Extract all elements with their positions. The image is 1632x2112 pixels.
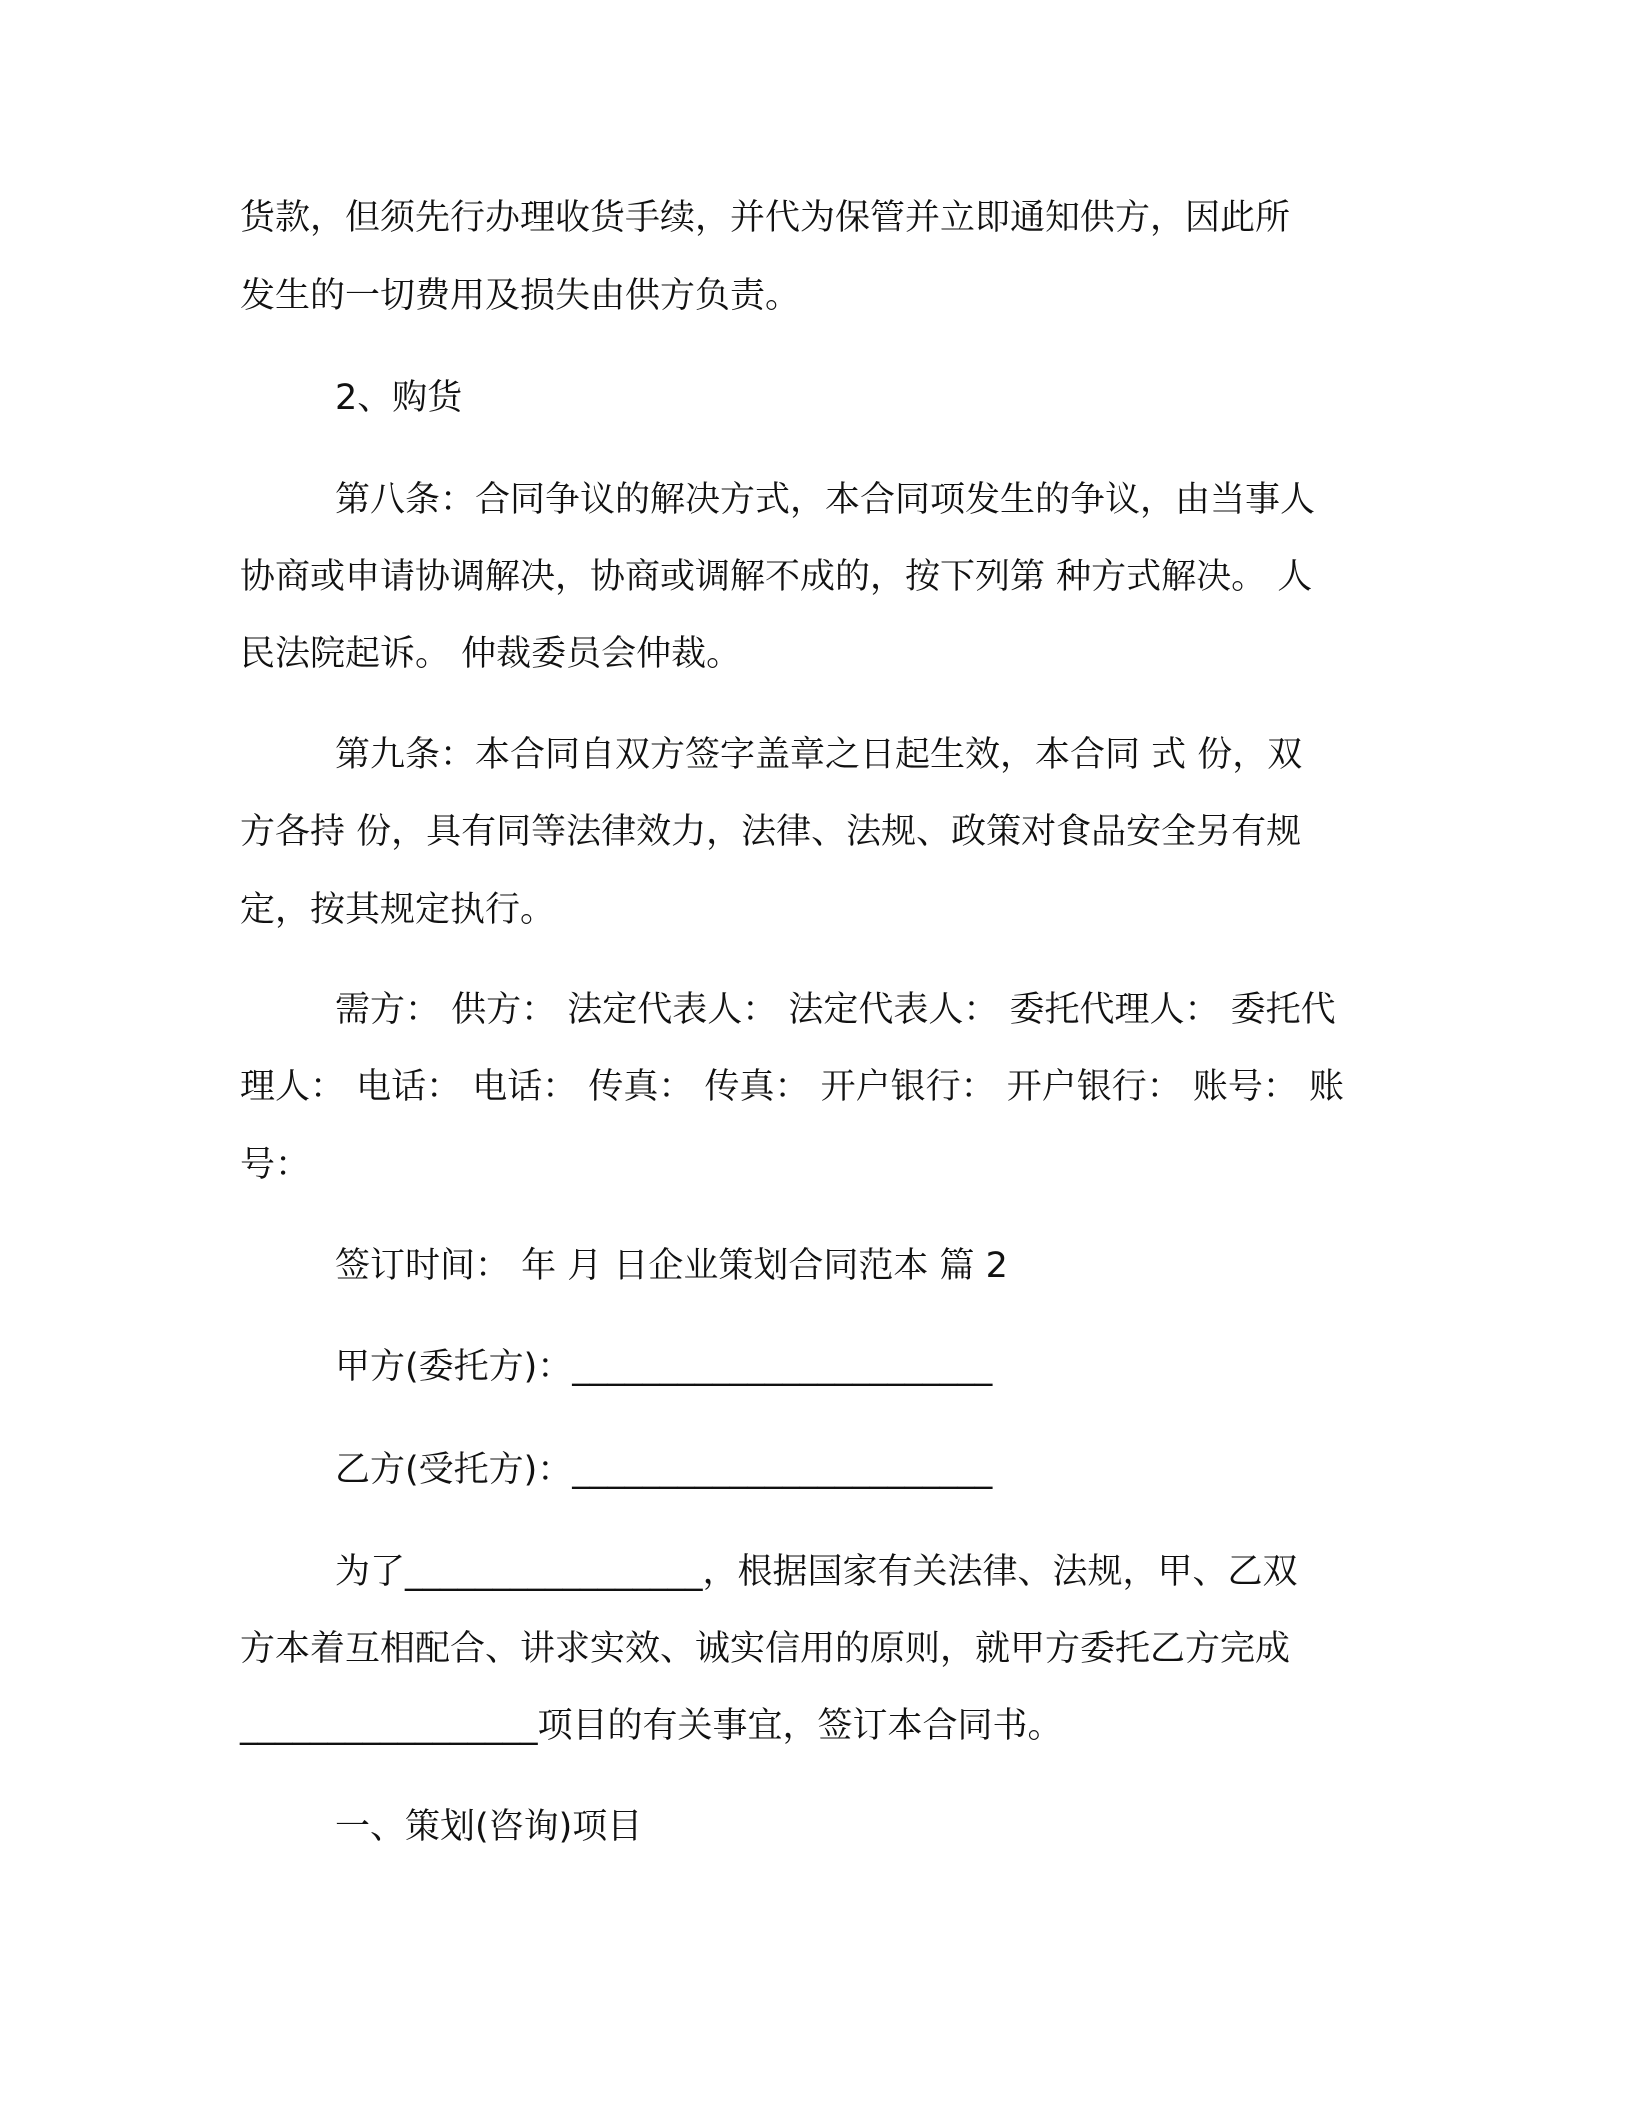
section-heading: 2、购货	[335, 378, 463, 418]
paragraph-line: 第九条：本合同自双方签字盖章之日起生效，本合同 式 份，双	[335, 735, 1303, 775]
paragraph-line: 理人： 电话： 电话： 传真： 传真： 开户银行： 开户银行： 账号： 账	[240, 1067, 1345, 1107]
paragraph-line: _________________项目的有关事宜，签订本合同书。	[240, 1706, 1063, 1746]
paragraph-line: 号：	[240, 1145, 311, 1185]
paragraph-line: 签订时间： 年 月 日企业策划合同范本 篇 2	[335, 1246, 1008, 1286]
section-heading: 一、策划(咨询)项目	[335, 1807, 643, 1847]
paragraph-line: 第八条：合同争议的解决方式，本合同项发生的争议，由当事人	[335, 480, 1316, 520]
paragraph-line: 发生的一切费用及损失由供方负责。	[240, 276, 801, 316]
paragraph-line: 民法院起诉。 仲裁委员会仲裁。	[240, 634, 742, 674]
party-b-line: 乙方(受托方)：________________________	[335, 1450, 993, 1490]
party-a-line: 甲方(委托方)：________________________	[335, 1347, 993, 1387]
paragraph-line: 为了_________________，根据国家有关法律、法规，甲、乙双	[335, 1552, 1298, 1592]
paragraph-line: 货款，但须先行办理收货手续，并代为保管并立即通知供方，因此所	[240, 198, 1291, 238]
paragraph-line: 定，按其规定执行。	[240, 890, 556, 930]
paragraph-line: 需方： 供方： 法定代表人： 法定代表人： 委托代理人： 委托代	[335, 990, 1336, 1030]
paragraph-line: 方本着互相配合、讲求实效、诚实信用的原则，就甲方委托乙方完成	[240, 1629, 1291, 1669]
paragraph-line: 方各持 份，具有同等法律效力，法律、法规、政策对食品安全另有规	[240, 812, 1302, 852]
paragraph-line: 协商或申请协调解决，协商或调解不成的，按下列第 种方式解决。 人	[240, 557, 1313, 597]
